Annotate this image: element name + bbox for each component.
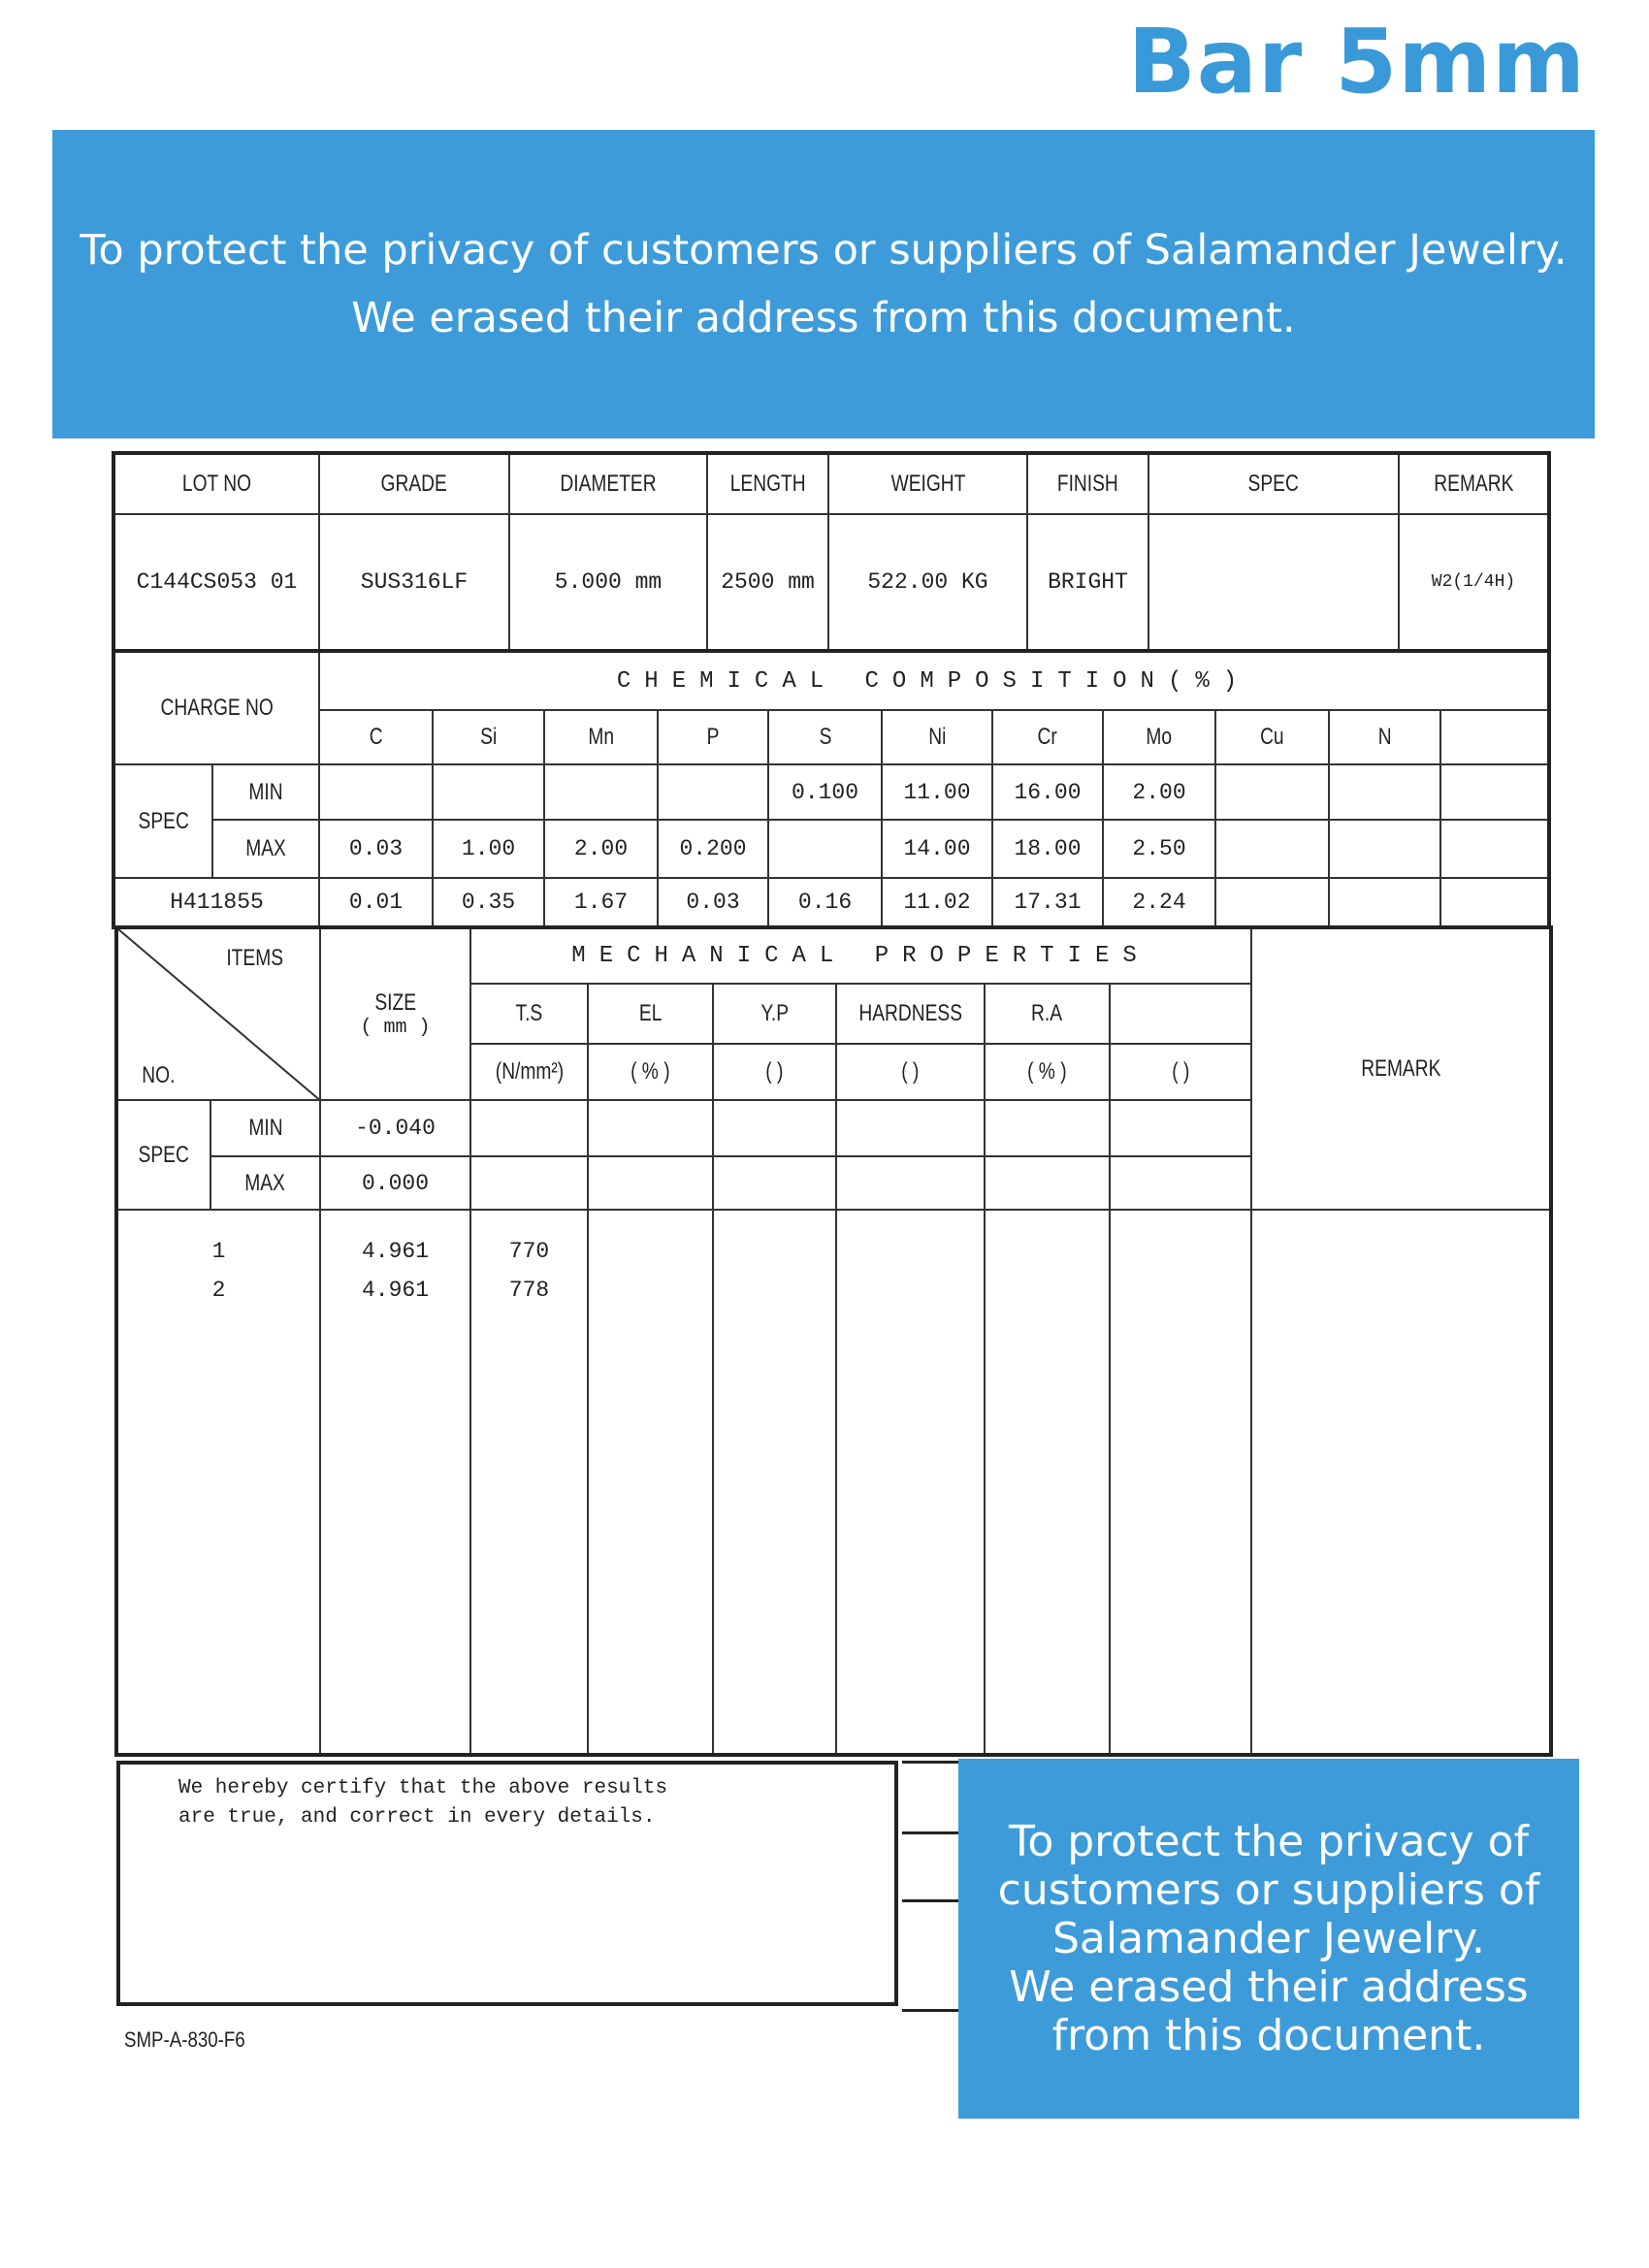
mech-unit: ( % ): [985, 1044, 1110, 1100]
size-min-value: -0.040: [320, 1100, 470, 1156]
no-label: NO.: [142, 1062, 176, 1088]
product-table: [112, 451, 1551, 653]
privacy-banner: [52, 130, 1595, 438]
element-header: Si: [433, 710, 544, 764]
privacy-box: [958, 1759, 1579, 2119]
mechanical-title: MECHANICAL PROPERTIES: [470, 927, 1251, 984]
ts-column: [470, 1210, 588, 1755]
length-value: 2500 mm: [707, 514, 828, 651]
header-weight: WEIGHT: [828, 453, 1027, 514]
certification-line-1: We hereby certify that the above results: [178, 1777, 668, 1799]
mech-column-header: T.S: [470, 984, 588, 1044]
privacy-box-line: We erased their address: [1009, 1961, 1529, 2012]
size-value: 4.961: [361, 1278, 429, 1303]
remark-value: W2(1/4H): [1399, 514, 1549, 651]
spec-min-value: [433, 764, 544, 820]
spec-min-value: [1329, 764, 1440, 820]
mech-column-header: Y.P: [713, 984, 836, 1044]
mech-column-header: EL: [588, 984, 713, 1044]
spec-max-value: [1440, 820, 1549, 878]
header-grade: GRADE: [319, 453, 509, 514]
size-header: SIZE ( mm ): [320, 927, 470, 1100]
items-label: ITEMS: [225, 945, 283, 971]
actual-value: 11.02: [882, 878, 992, 927]
actual-value: [1329, 878, 1440, 927]
lot-no-value: C144CS053 01: [113, 514, 319, 651]
size-unit: ( mm ): [360, 1017, 431, 1039]
element-header: Mn: [544, 710, 658, 764]
element-header: S: [768, 710, 882, 764]
test-no: 2: [211, 1278, 226, 1303]
items-no-header: [116, 927, 320, 1100]
size-max-value: 0.000: [320, 1156, 470, 1210]
spec-max-value: [1329, 820, 1440, 878]
mech-column-header: HARDNESS: [836, 984, 985, 1044]
ts-value: 770: [508, 1239, 550, 1264]
element-header: C: [319, 710, 433, 764]
mech-unit: ( ): [713, 1044, 836, 1100]
header-remark: REMARK: [1399, 453, 1549, 514]
diameter-value: 5.000 mm: [509, 514, 707, 651]
mech-unit: (N/mm²): [470, 1044, 588, 1100]
element-header: Cu: [1215, 710, 1329, 764]
mechanical-properties-table: [114, 925, 1553, 1757]
spec-min-value: [1440, 764, 1549, 820]
mech-column-header: [1110, 984, 1251, 1044]
form-code: SMP-A-830-F6: [124, 2027, 245, 2052]
actual-value: 0.16: [768, 878, 882, 927]
actual-value: 0.03: [658, 878, 768, 927]
element-header: [1440, 710, 1549, 764]
actual-value: [1440, 878, 1549, 927]
header-spec: SPEC: [1148, 453, 1399, 514]
element-header: Mo: [1103, 710, 1215, 764]
spec-max-value: 2.50: [1103, 820, 1215, 878]
spec-max-value: 1.00: [433, 820, 544, 878]
spec-min-value: [658, 764, 768, 820]
element-header: N: [1329, 710, 1440, 764]
certification-box: [116, 1761, 898, 2006]
spec-min-value: 11.00: [882, 764, 992, 820]
spec-max-value: 0.200: [658, 820, 768, 878]
spec-max-value: 2.00: [544, 820, 658, 878]
chemical-title: CHEMICAL COMPOSITION(%): [319, 651, 1549, 710]
privacy-box-line: To protect the privacy of: [1008, 1816, 1530, 1866]
element-header: P: [658, 710, 768, 764]
spec-min-value: [544, 764, 658, 820]
privacy-line-2: We erased their address from this document.: [351, 294, 1296, 342]
max-label: MAX: [212, 820, 319, 878]
certification-line-2: are true, and correct in every details.: [178, 1806, 656, 1829]
spec-max-value: [1215, 820, 1329, 878]
page-title: Bar 5mm: [1127, 10, 1586, 113]
charge-no-label: CHARGE NO: [113, 651, 319, 764]
remark-header: REMARK: [1251, 927, 1551, 1210]
spec-value: [1148, 514, 1399, 651]
actual-value: 0.35: [433, 878, 544, 927]
spec-min-value: 2.00: [1103, 764, 1215, 820]
test-no-column: [116, 1210, 320, 1755]
mech-column-header: R.A: [985, 984, 1110, 1044]
mech-unit: ( ): [1110, 1044, 1251, 1100]
spec-max-value: [768, 820, 882, 878]
header-length: LENGTH: [707, 453, 828, 514]
test-no: 1: [211, 1239, 226, 1264]
grade-value: SUS316LF: [319, 514, 509, 651]
mech-min-label: MIN: [210, 1100, 320, 1156]
spec-min-value: [1215, 764, 1329, 820]
actual-value: 1.67: [544, 878, 658, 927]
ts-value: 778: [508, 1278, 550, 1303]
spec-min-value: 16.00: [992, 764, 1103, 820]
mech-spec-label: SPEC: [116, 1100, 210, 1210]
remark-cell: [1251, 1210, 1551, 1755]
weight-value: 522.00 KG: [828, 514, 1027, 651]
privacy-box-line: from this document.: [1051, 2010, 1486, 2060]
privacy-line-1: To protect the privacy of customers or suppliers of Salamander Jewelry.: [80, 226, 1568, 275]
mech-unit: ( ): [836, 1044, 985, 1100]
spec-min-value: 0.100: [768, 764, 882, 820]
header-finish: FINISH: [1027, 453, 1148, 514]
spec-max-value: 0.03: [319, 820, 433, 878]
element-header: Ni: [882, 710, 992, 764]
chemical-composition-table: [112, 649, 1551, 929]
min-label: MIN: [212, 764, 319, 820]
spec-label: SPEC: [113, 764, 212, 878]
element-header: Cr: [992, 710, 1103, 764]
actual-value: 17.31: [992, 878, 1103, 927]
size-value: 4.961: [361, 1239, 429, 1264]
spec-max-value: 14.00: [882, 820, 992, 878]
mech-max-label: MAX: [210, 1156, 320, 1210]
finish-value: BRIGHT: [1027, 514, 1148, 651]
size-column: [320, 1210, 470, 1755]
mech-unit: ( % ): [588, 1044, 713, 1100]
spec-max-value: 18.00: [992, 820, 1103, 878]
actual-value: 2.24: [1103, 878, 1215, 927]
actual-value: 0.01: [319, 878, 433, 927]
header-diameter: DIAMETER: [509, 453, 707, 514]
actual-value: [1215, 878, 1329, 927]
spec-min-value: [319, 764, 433, 820]
header-lot-no: LOT NO: [113, 453, 319, 514]
charge-no-value: H411855: [113, 878, 319, 927]
privacy-box-line: Salamander Jewelry.: [1051, 1913, 1486, 1963]
privacy-box-line: customers or suppliers of: [997, 1864, 1540, 1915]
